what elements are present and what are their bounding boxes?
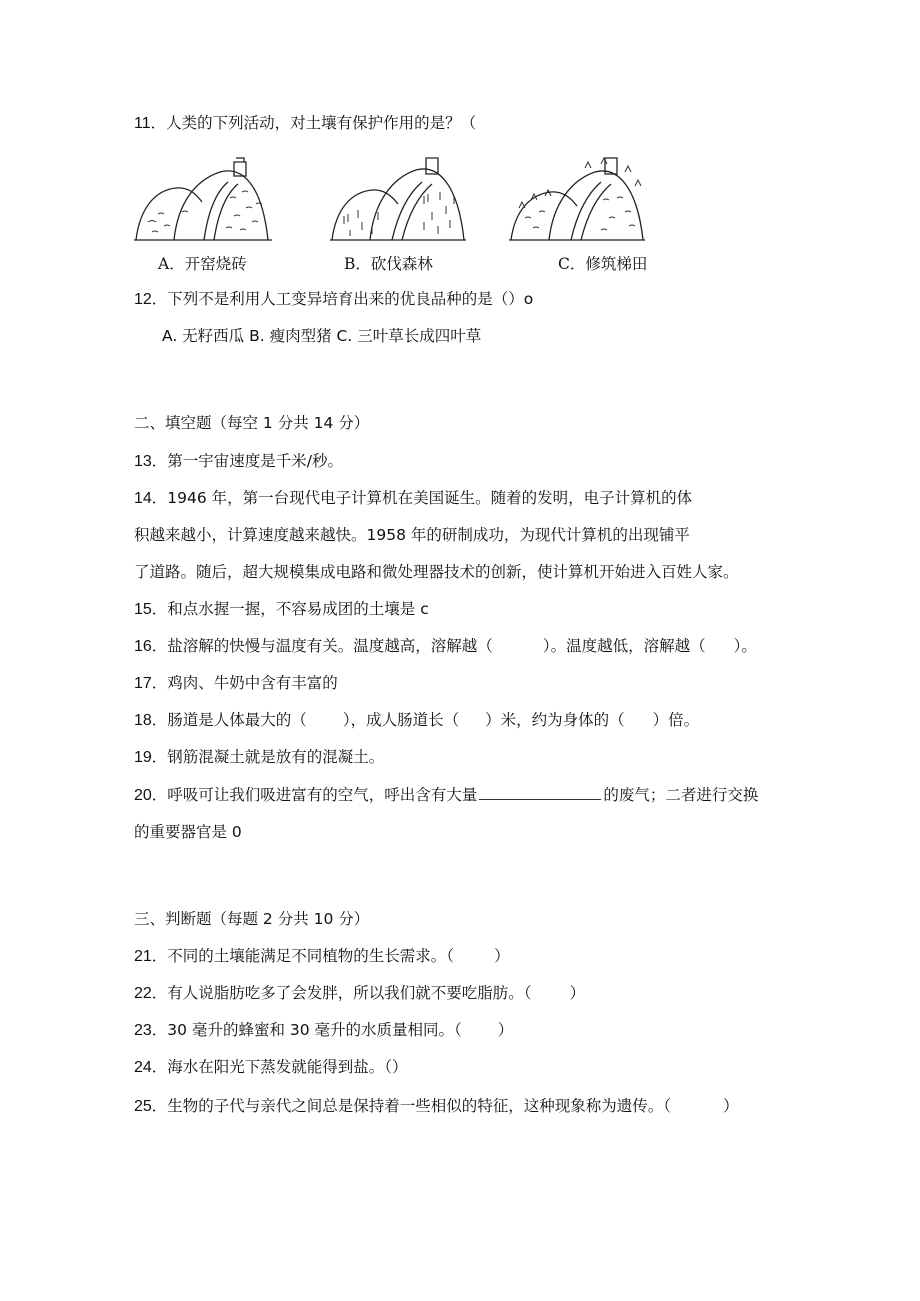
question-number: 20 (134, 787, 152, 804)
question-text: ．呼吸可让我们吸进富有的空气，呼出含有大量 (151, 786, 478, 804)
question-text: ．海水在阳光下蒸发就能得到盐。（） (151, 1058, 408, 1076)
question-number: 11 (134, 115, 151, 132)
question-14-line-3: 了道路。随后，超大规模集成电路和微处理器技术的创新，使计算机开始进入百姓人家。 (134, 563, 739, 581)
question-11 (134, 113, 476, 134)
question-text: ．肠道是人体最大的（ (151, 711, 307, 729)
question-17 (134, 673, 338, 694)
question-12 (134, 289, 533, 310)
section-2-heading: 二、填空题（每空 1 分共 14 分） (134, 414, 370, 432)
question-15 (134, 599, 429, 620)
question-number: 14 (134, 490, 152, 507)
question-19 (134, 747, 384, 768)
question-text: ） (723, 1097, 739, 1115)
question-text: ．不同的土壤能满足不同植物的生长需求。（ (151, 947, 455, 965)
option-b-caption: B．砍伐森林 (344, 255, 433, 273)
question-text: ）米，约为身体的（ (485, 711, 625, 729)
question-number: 21 (134, 948, 152, 965)
question-25 (134, 1096, 739, 1117)
option-c-caption: C．修筑梯田 (558, 255, 648, 273)
option-a-caption: A．开窑烧砖 (158, 255, 247, 273)
question-text: ），成人肠道长（ (342, 711, 460, 729)
question-text: ） (497, 1021, 514, 1039)
question-18 (134, 710, 699, 731)
question-number: 12 (134, 291, 152, 308)
hill-terrace-illustration (505, 152, 645, 244)
question-text: ）。温度越低，溶解越（ (542, 637, 706, 655)
question-number: 23 (134, 1022, 152, 1039)
question-text: ）倍。 (652, 711, 700, 729)
hill-forest-illustration (328, 152, 468, 244)
question-number: 15 (134, 601, 152, 618)
question-text: ．第一宇宙速度是千米/秒。 (151, 452, 344, 470)
question-text: ．钢筋混凝土就是放有的混凝土。 (151, 748, 385, 766)
question-14 (134, 488, 692, 509)
question-text: ．生物的子代与亲代之间总是保持着一些相似的特征，这种现象称为遗传。（ (151, 1097, 672, 1115)
question-text: ．30 毫升的蜂蜜和 30 毫升的水质量相同。（ (151, 1021, 462, 1039)
question-number: 17 (134, 675, 152, 692)
question-24 (134, 1057, 408, 1078)
question-20 (134, 785, 758, 806)
question-text: ．下列不是利用人工变异培育出来的优良品种的是（）o (151, 290, 534, 308)
section-3-heading: 三、判断题（每题 2 分共 10 分） (134, 910, 370, 928)
question-12-options: A. 无籽西瓜 B. 瘦肉型猪 C. 三叶草长成四叶草 (162, 327, 482, 345)
question-text: 的废气；二者进行交换 (603, 786, 759, 804)
question-text: ） (494, 947, 510, 965)
question-text: ．和点水握一握，不容易成团的土壤是 c (151, 600, 429, 618)
question-text: ） (569, 984, 586, 1002)
question-text: ．1946 年，第一台现代电子计算机在美国诞生。随着的发明，电子计算机的体 (151, 489, 693, 507)
question-22 (134, 983, 585, 1004)
question-21 (134, 946, 510, 967)
question-14-line-2: 积越来越小，计算速度越来越快。1958 年的研制成功，为现代计算机的出现铺平 (134, 526, 690, 544)
question-number: 25 (134, 1098, 152, 1115)
question-number: 19 (134, 749, 152, 766)
question-text: ．有人说脂肪吃多了会发胖，所以我们就不要吃脂肪。（ (151, 984, 532, 1002)
question-text: ．鸡肉、牛奶中含有丰富的 (151, 674, 338, 692)
hill-kiln-illustration (134, 152, 274, 244)
question-number: 16 (134, 638, 152, 655)
question-number: 22 (134, 985, 152, 1002)
question-number: 18 (134, 712, 152, 729)
question-13 (134, 451, 343, 472)
question-text: ．盐溶解的快慢与温度有关。温度越高，溶解越（ (151, 637, 493, 655)
question-number: 24 (134, 1059, 152, 1076)
question-16 (134, 636, 757, 657)
question-text: ）。 (733, 637, 757, 655)
question-text: ．人类的下列活动，对土壤有保护作用的是？（ (150, 114, 477, 132)
question-number: 13 (134, 453, 152, 470)
answer-blank[interactable] (479, 785, 601, 800)
question-20-line-2: 的重要器官是 0 (134, 823, 242, 841)
question-23 (134, 1020, 513, 1041)
